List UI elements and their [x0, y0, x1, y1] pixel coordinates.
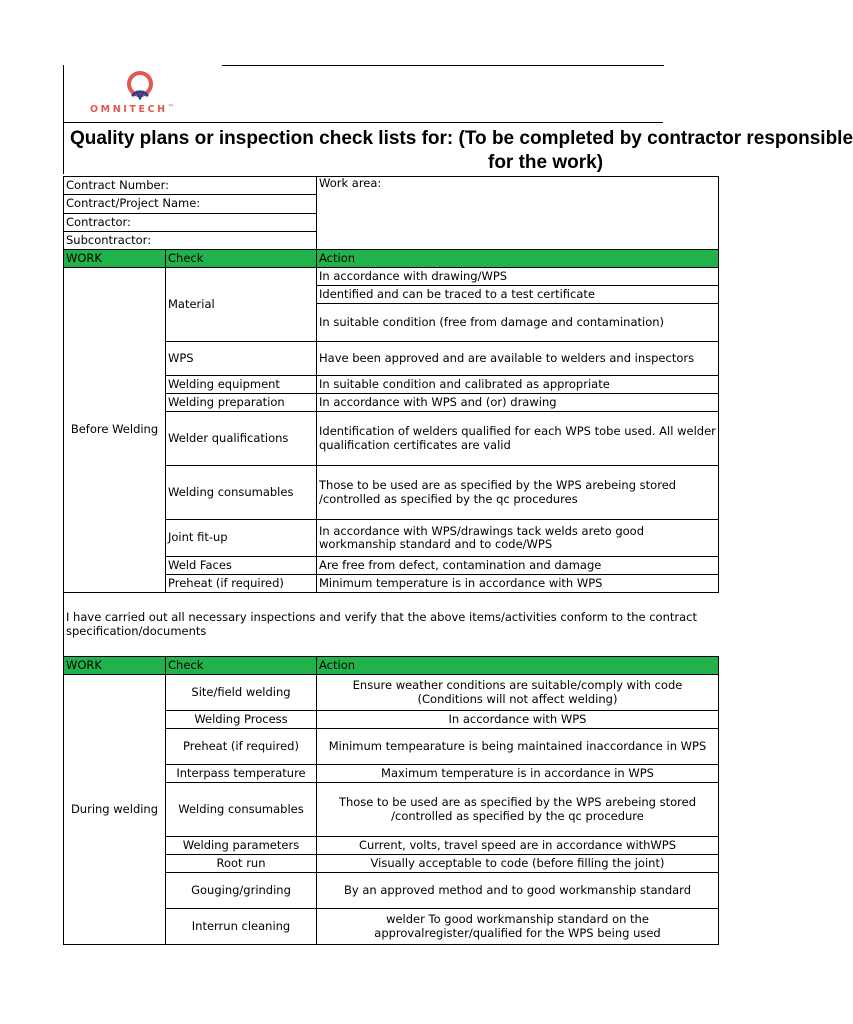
check-cell: Preheat (if required): [166, 729, 317, 765]
page-title: [63, 122, 853, 174]
action-cell: In accordance with WPS and (or) drawing: [317, 394, 719, 412]
column-header-work: WORK: [64, 657, 166, 675]
check-cell: Welding parameters: [166, 837, 317, 855]
action-cell: Ensure weather conditions are suitable/comply with code (Conditions will not affect welding): [317, 675, 719, 711]
title-line-2: for the work): [488, 152, 604, 173]
check-cell: Welding equipment: [166, 376, 317, 394]
inspection-sheet: [63, 65, 853, 945]
check-cell: Welder qualifications: [166, 412, 317, 466]
title-line-1: Quality plans or inspection check lists for: (To be completed by contractor responsible: [70, 128, 853, 149]
column-header-check: Check: [166, 250, 317, 268]
action-cell: In accordance with WPS: [317, 711, 719, 729]
column-header-action: Action: [317, 657, 719, 675]
omnitech-logo: [88, 71, 208, 115]
action-cell: welder To good workmanship standard on the approvalregister/qualified for the WPS being used: [317, 909, 719, 945]
header-rule: [222, 65, 664, 66]
check-cell: Welding preparation: [166, 394, 317, 412]
project-name-field[interactable]: Contract/Project Name:: [64, 195, 317, 214]
check-cell: Welding consumables: [166, 783, 317, 837]
check-cell: Interrun cleaning: [166, 909, 317, 945]
action-cell: In accordance with drawing/WPS: [317, 268, 719, 286]
column-header-work: WORK: [64, 250, 166, 268]
check-cell: Welding Process: [166, 711, 317, 729]
work-during-welding: During welding: [64, 675, 166, 945]
inspection-statement: I have carried out all necessary inspections and verify that the above items/activities conform to the contract specification/documents: [64, 593, 719, 657]
action-cell: By an approved method and to good workmanship standard: [317, 873, 719, 909]
action-cell: Visually acceptable to code (before filling the joint): [317, 855, 719, 873]
check-cell: Weld Faces: [166, 557, 317, 575]
logo-text: OMNITECH™: [90, 104, 177, 115]
column-header-action: Action: [317, 250, 719, 268]
contract-number-field[interactable]: Contract Number:: [64, 177, 317, 195]
logo-mark-icon: [88, 71, 208, 105]
action-cell: Identification of welders qualified for each WPS tobe used. All welder qualification certificates are valid: [317, 412, 719, 466]
subcontractor-field[interactable]: Subcontractor:: [64, 232, 317, 250]
action-cell: In accordance with WPS/drawings tack welds areto good workmanship standard and to code/WPS: [317, 520, 719, 557]
action-cell: Current, volts, travel speed are in accordance withWPS: [317, 837, 719, 855]
action-cell: Minimum tempearature is being maintained inaccordance in WPS: [317, 729, 719, 765]
work-area-field[interactable]: Work area:: [317, 177, 719, 250]
action-cell: Maximum temperature is in accordance in WPS: [317, 765, 719, 783]
contractor-field[interactable]: Contractor:: [64, 214, 317, 232]
check-cell: Joint fit-up: [166, 520, 317, 557]
action-cell: Are free from defect, contamination and damage: [317, 557, 719, 575]
action-cell: Identified and can be traced to a test certificate: [317, 286, 719, 304]
action-cell: In suitable condition and calibrated as appropriate: [317, 376, 719, 394]
action-cell: Those to be used are as specified by the WPS arebeing stored /controlled as specified by the qc procedure: [317, 783, 719, 837]
check-cell: Material: [166, 268, 317, 342]
column-header-check: Check: [166, 657, 317, 675]
action-cell: Have been approved and are available to welders and inspectors: [317, 342, 719, 376]
check-cell: Site/field welding: [166, 675, 317, 711]
work-before-welding: Before Welding: [64, 268, 166, 593]
check-cell: Root run: [166, 855, 317, 873]
checklist-grid: [63, 176, 716, 945]
check-cell: Gouging/grinding: [166, 873, 317, 909]
action-cell: Minimum temperature is in accordance with WPS: [317, 575, 719, 593]
check-cell: WPS: [166, 342, 317, 376]
action-cell: In suitable condition (free from damage and contamination): [317, 304, 719, 342]
check-cell: Interpass temperature: [166, 765, 317, 783]
check-cell: Preheat (if required): [166, 575, 317, 593]
check-cell: Welding consumables: [166, 466, 317, 520]
action-cell: Those to be used are as specified by the WPS arebeing stored /controlled as specified by the qc procedures: [317, 466, 719, 520]
header: [63, 65, 663, 122]
